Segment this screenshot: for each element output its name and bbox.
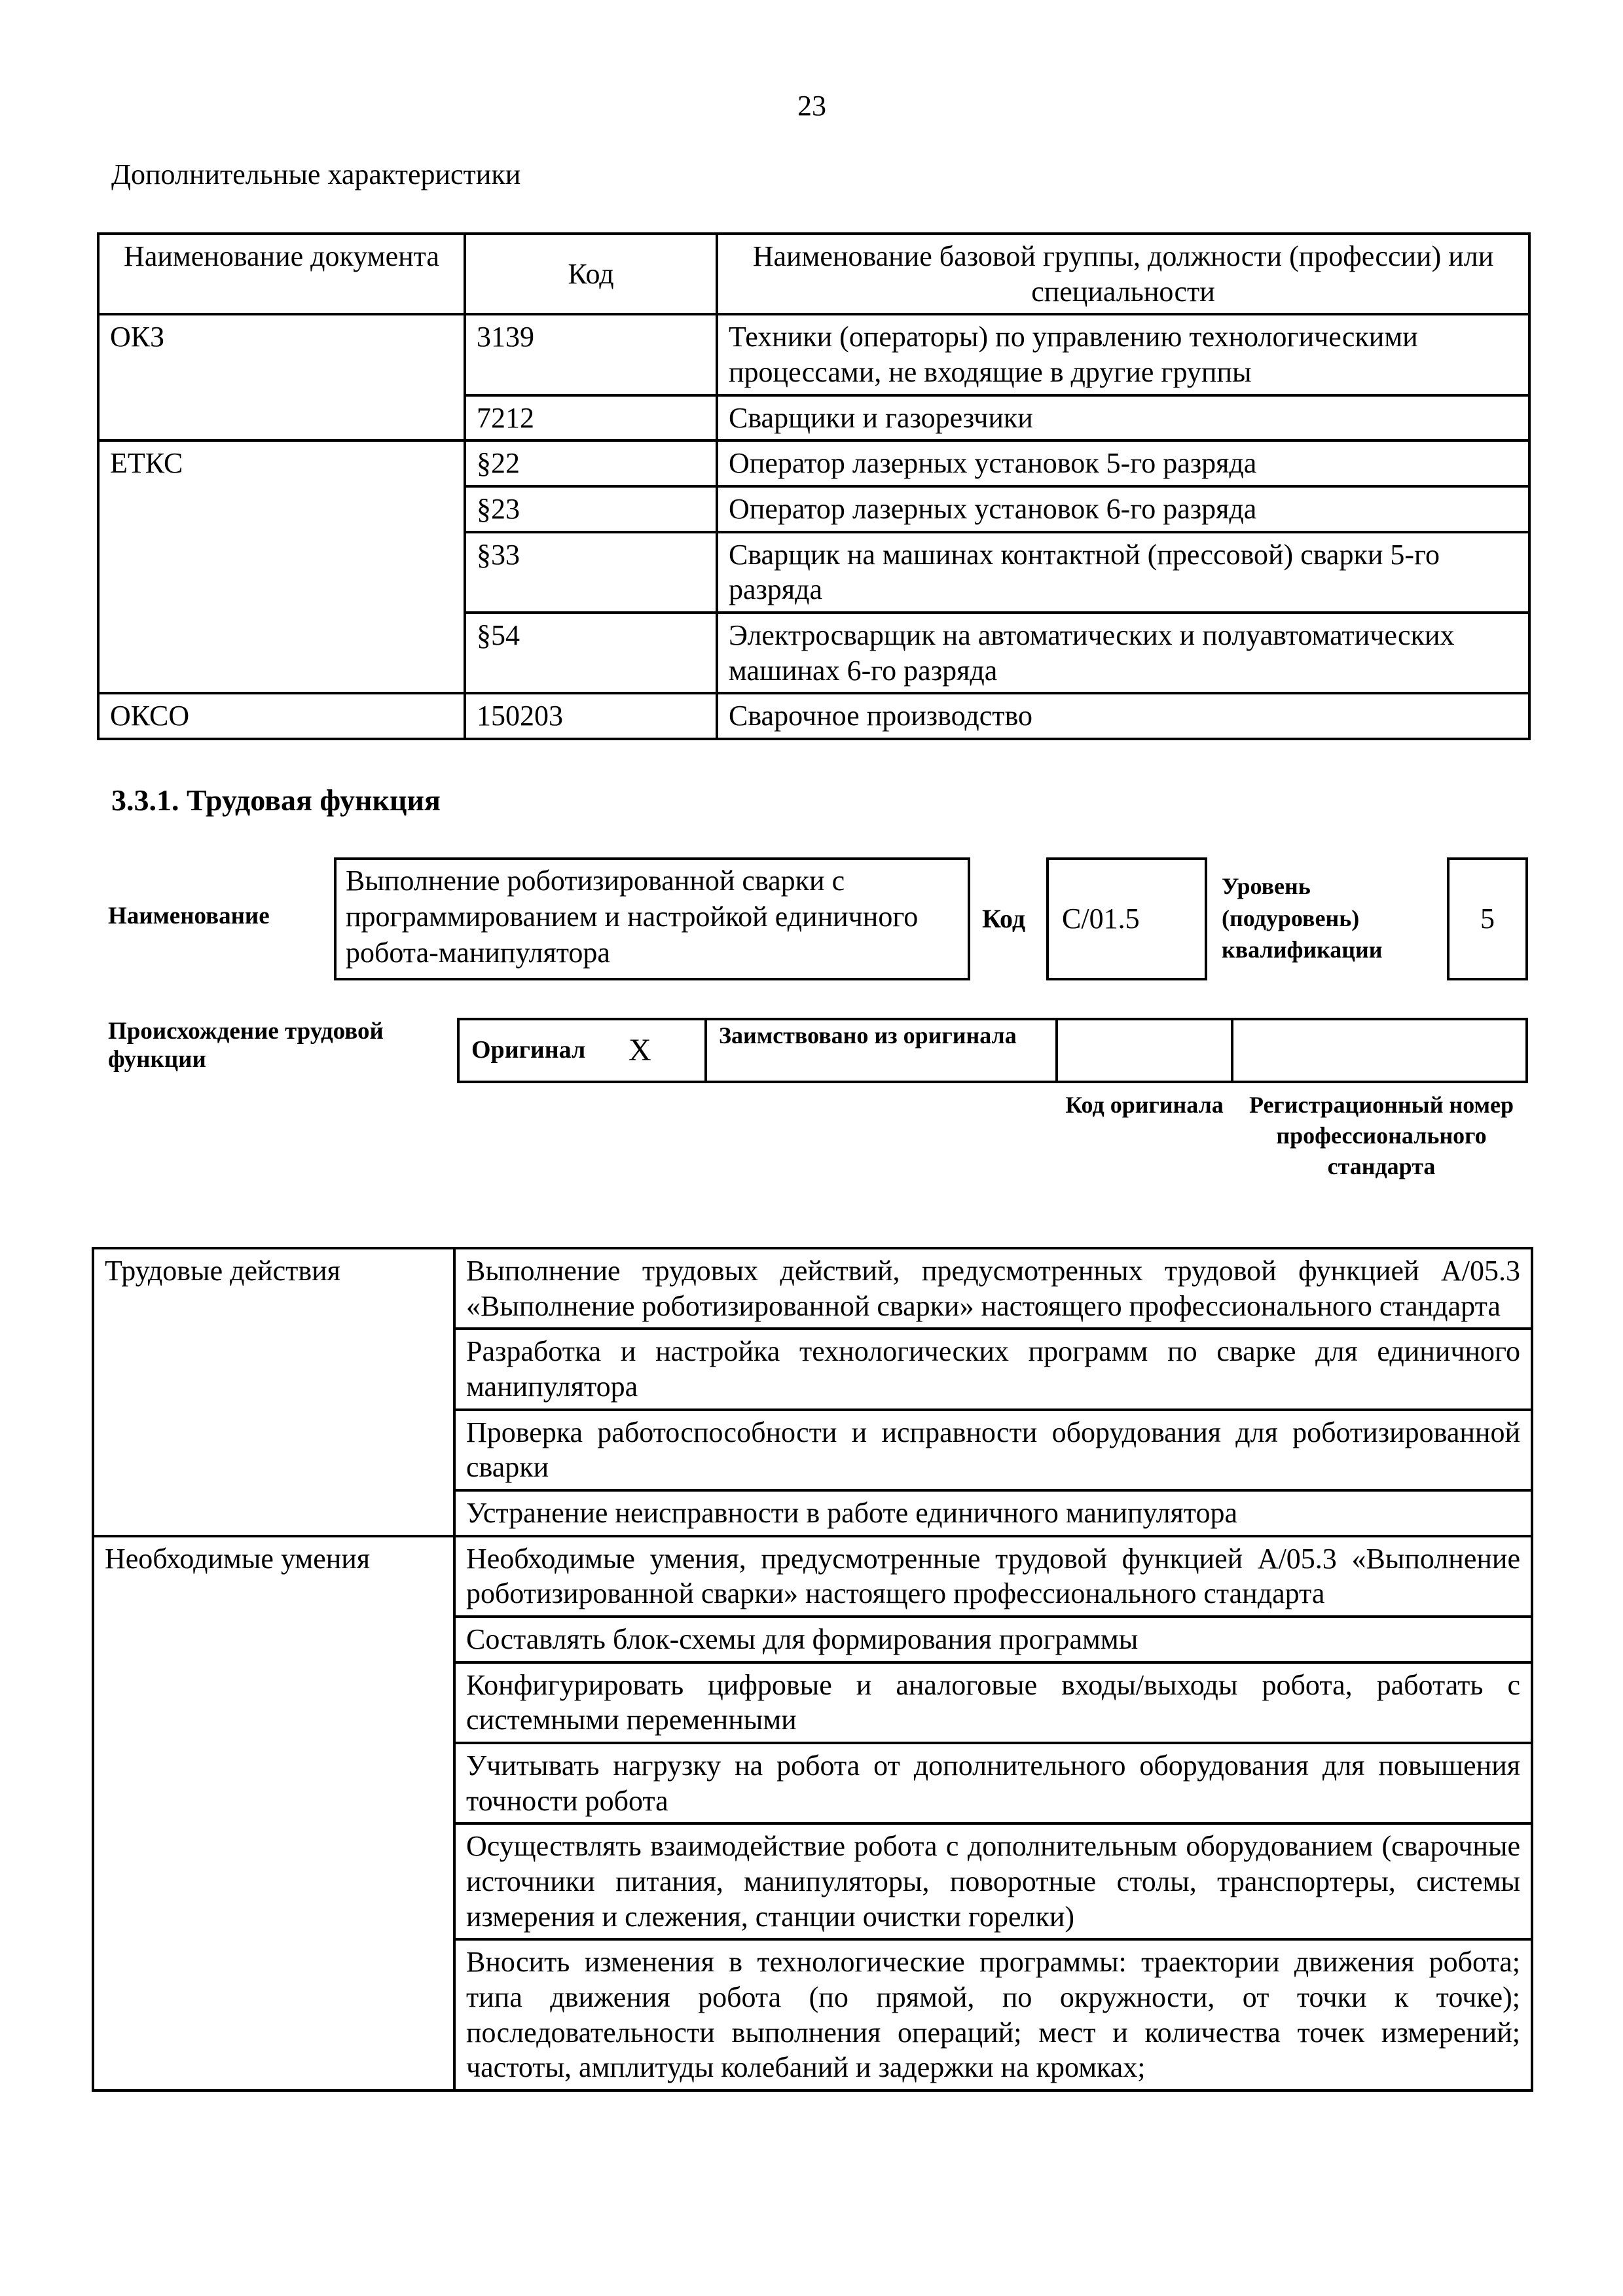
- page-number: 23: [797, 90, 826, 122]
- additional-characteristics-heading: Дополнительные характеристики: [111, 158, 521, 190]
- original-code-caption: Код оригинала: [1065, 1092, 1224, 1118]
- name-cell: Сварщики и газорезчики: [717, 395, 1529, 441]
- code-cell: §23: [465, 486, 717, 532]
- origin-label: Происхождение трудовой функции: [108, 1018, 384, 1073]
- doc-okz: ОКЗ: [98, 314, 465, 440]
- origin-divider: [1231, 1018, 1233, 1083]
- qualification-level-value: 5: [1480, 903, 1495, 935]
- list-item: Проверка работоспособности и исправности оборудования для роботизированной сварки: [454, 1410, 1532, 1490]
- code-cell: 3139: [465, 314, 717, 395]
- required-skills-label: Необходимые умения: [93, 1536, 454, 2090]
- header-group-name: Наименование базовой группы, должности (профессии) или специальности: [717, 234, 1529, 314]
- code-cell: 150203: [465, 693, 717, 739]
- qualification-level-box: [1447, 857, 1528, 980]
- original-label: Оригинал: [471, 1036, 586, 1064]
- doc-etks: ЕТКС: [98, 440, 465, 693]
- list-item: Устранение неисправности в работе единичного манипулятора: [454, 1490, 1532, 1536]
- labor-function-details-table: [92, 1247, 1533, 2092]
- table-header-row: [98, 234, 1529, 314]
- registration-number-caption: Регистрационный номер профессионального стандарта: [1249, 1092, 1514, 1179]
- header-code: Код: [465, 234, 717, 314]
- name-cell: Сварщик на машинах контактной (прессовой) сварки 5-го разряда: [717, 532, 1529, 613]
- list-item: Выполнение трудовых действий, предусмотренных трудовой функцией A/05.3 «Выполнение роботизированной сварки» настоящего профессионального стандарта: [454, 1248, 1532, 1329]
- additional-characteristics-table: [97, 232, 1531, 740]
- table-row: [93, 1248, 1532, 1329]
- borrowed-label: Заимствовано из оригинала: [719, 1022, 1017, 1049]
- qualification-level-label: Уровень (подуровень) квалификации: [1222, 873, 1383, 963]
- original-mark: X: [629, 1032, 651, 1067]
- list-item: Конфигурировать цифровые и аналоговые входы/выходы робота, работать с системными переменными: [454, 1662, 1532, 1743]
- list-item: Разработка и настройка технологических программ по сварке для единичного манипулятора: [454, 1329, 1532, 1409]
- code-cell: §33: [465, 532, 717, 613]
- name-cell: Оператор лазерных установок 6-го разряда: [717, 486, 1529, 532]
- list-item: Осуществлять взаимодействие робота с дополнительным оборудованием (сварочные источники питания, манипуляторы, поворотные столы, транспортеры, системы измерения и слежения, станции очистки горелки): [454, 1823, 1532, 1939]
- code-cell: 7212: [465, 395, 717, 441]
- name-label: Наименование: [108, 902, 270, 929]
- origin-divider: [1055, 1018, 1058, 1083]
- table-row: [98, 314, 1529, 395]
- function-name-box: [334, 857, 970, 980]
- labor-actions-label: Трудовые действия: [93, 1248, 454, 1536]
- code-cell: §22: [465, 440, 717, 486]
- list-item: Вносить изменения в технологические программы: траектории движения робота; типа движения робота (по прямой, по окружности, от точки к точке); последовательности выполнения операций; мест и количества точек измерений; частоты, амплитуды колебаний и задержки на кромках;: [454, 1939, 1532, 2090]
- function-name-value: Выполнение роботизированной сварки с программированием и настройкой единичного робота-манипулятора: [346, 865, 919, 969]
- header-document-name: Наименование документа: [98, 234, 465, 314]
- name-cell: Электросварщик на автоматических и полуавтоматических машинах 6-го разряда: [717, 613, 1529, 693]
- name-cell: Сварочное производство: [717, 693, 1529, 739]
- list-item: Необходимые умения, предусмотренные трудовой функцией A/05.3 «Выполнение роботизированной сварки» настоящего профессионального стандарта: [454, 1536, 1532, 1617]
- name-cell: Оператор лазерных установок 5-го разряда: [717, 440, 1529, 486]
- list-item: Составлять блок-схемы для формирования программы: [454, 1617, 1532, 1662]
- table-row: [98, 693, 1529, 739]
- name-cell: Техники (операторы) по управлению технологическими процессами, не входящие в другие группы: [717, 314, 1529, 395]
- list-item: Учитывать нагрузку на робота от дополнительного оборудования для повышения точности робота: [454, 1743, 1532, 1823]
- labor-function-heading: 3.3.1. Трудовая функция: [111, 783, 441, 817]
- doc-okso: ОКСО: [98, 693, 465, 739]
- origin-divider: [704, 1018, 707, 1083]
- code-label: Код: [982, 904, 1026, 933]
- table-row: [93, 1536, 1532, 1617]
- function-code-value: C/01.5: [1062, 903, 1140, 935]
- code-cell: §54: [465, 613, 717, 693]
- table-row: [98, 440, 1529, 486]
- function-code-box: [1046, 857, 1207, 980]
